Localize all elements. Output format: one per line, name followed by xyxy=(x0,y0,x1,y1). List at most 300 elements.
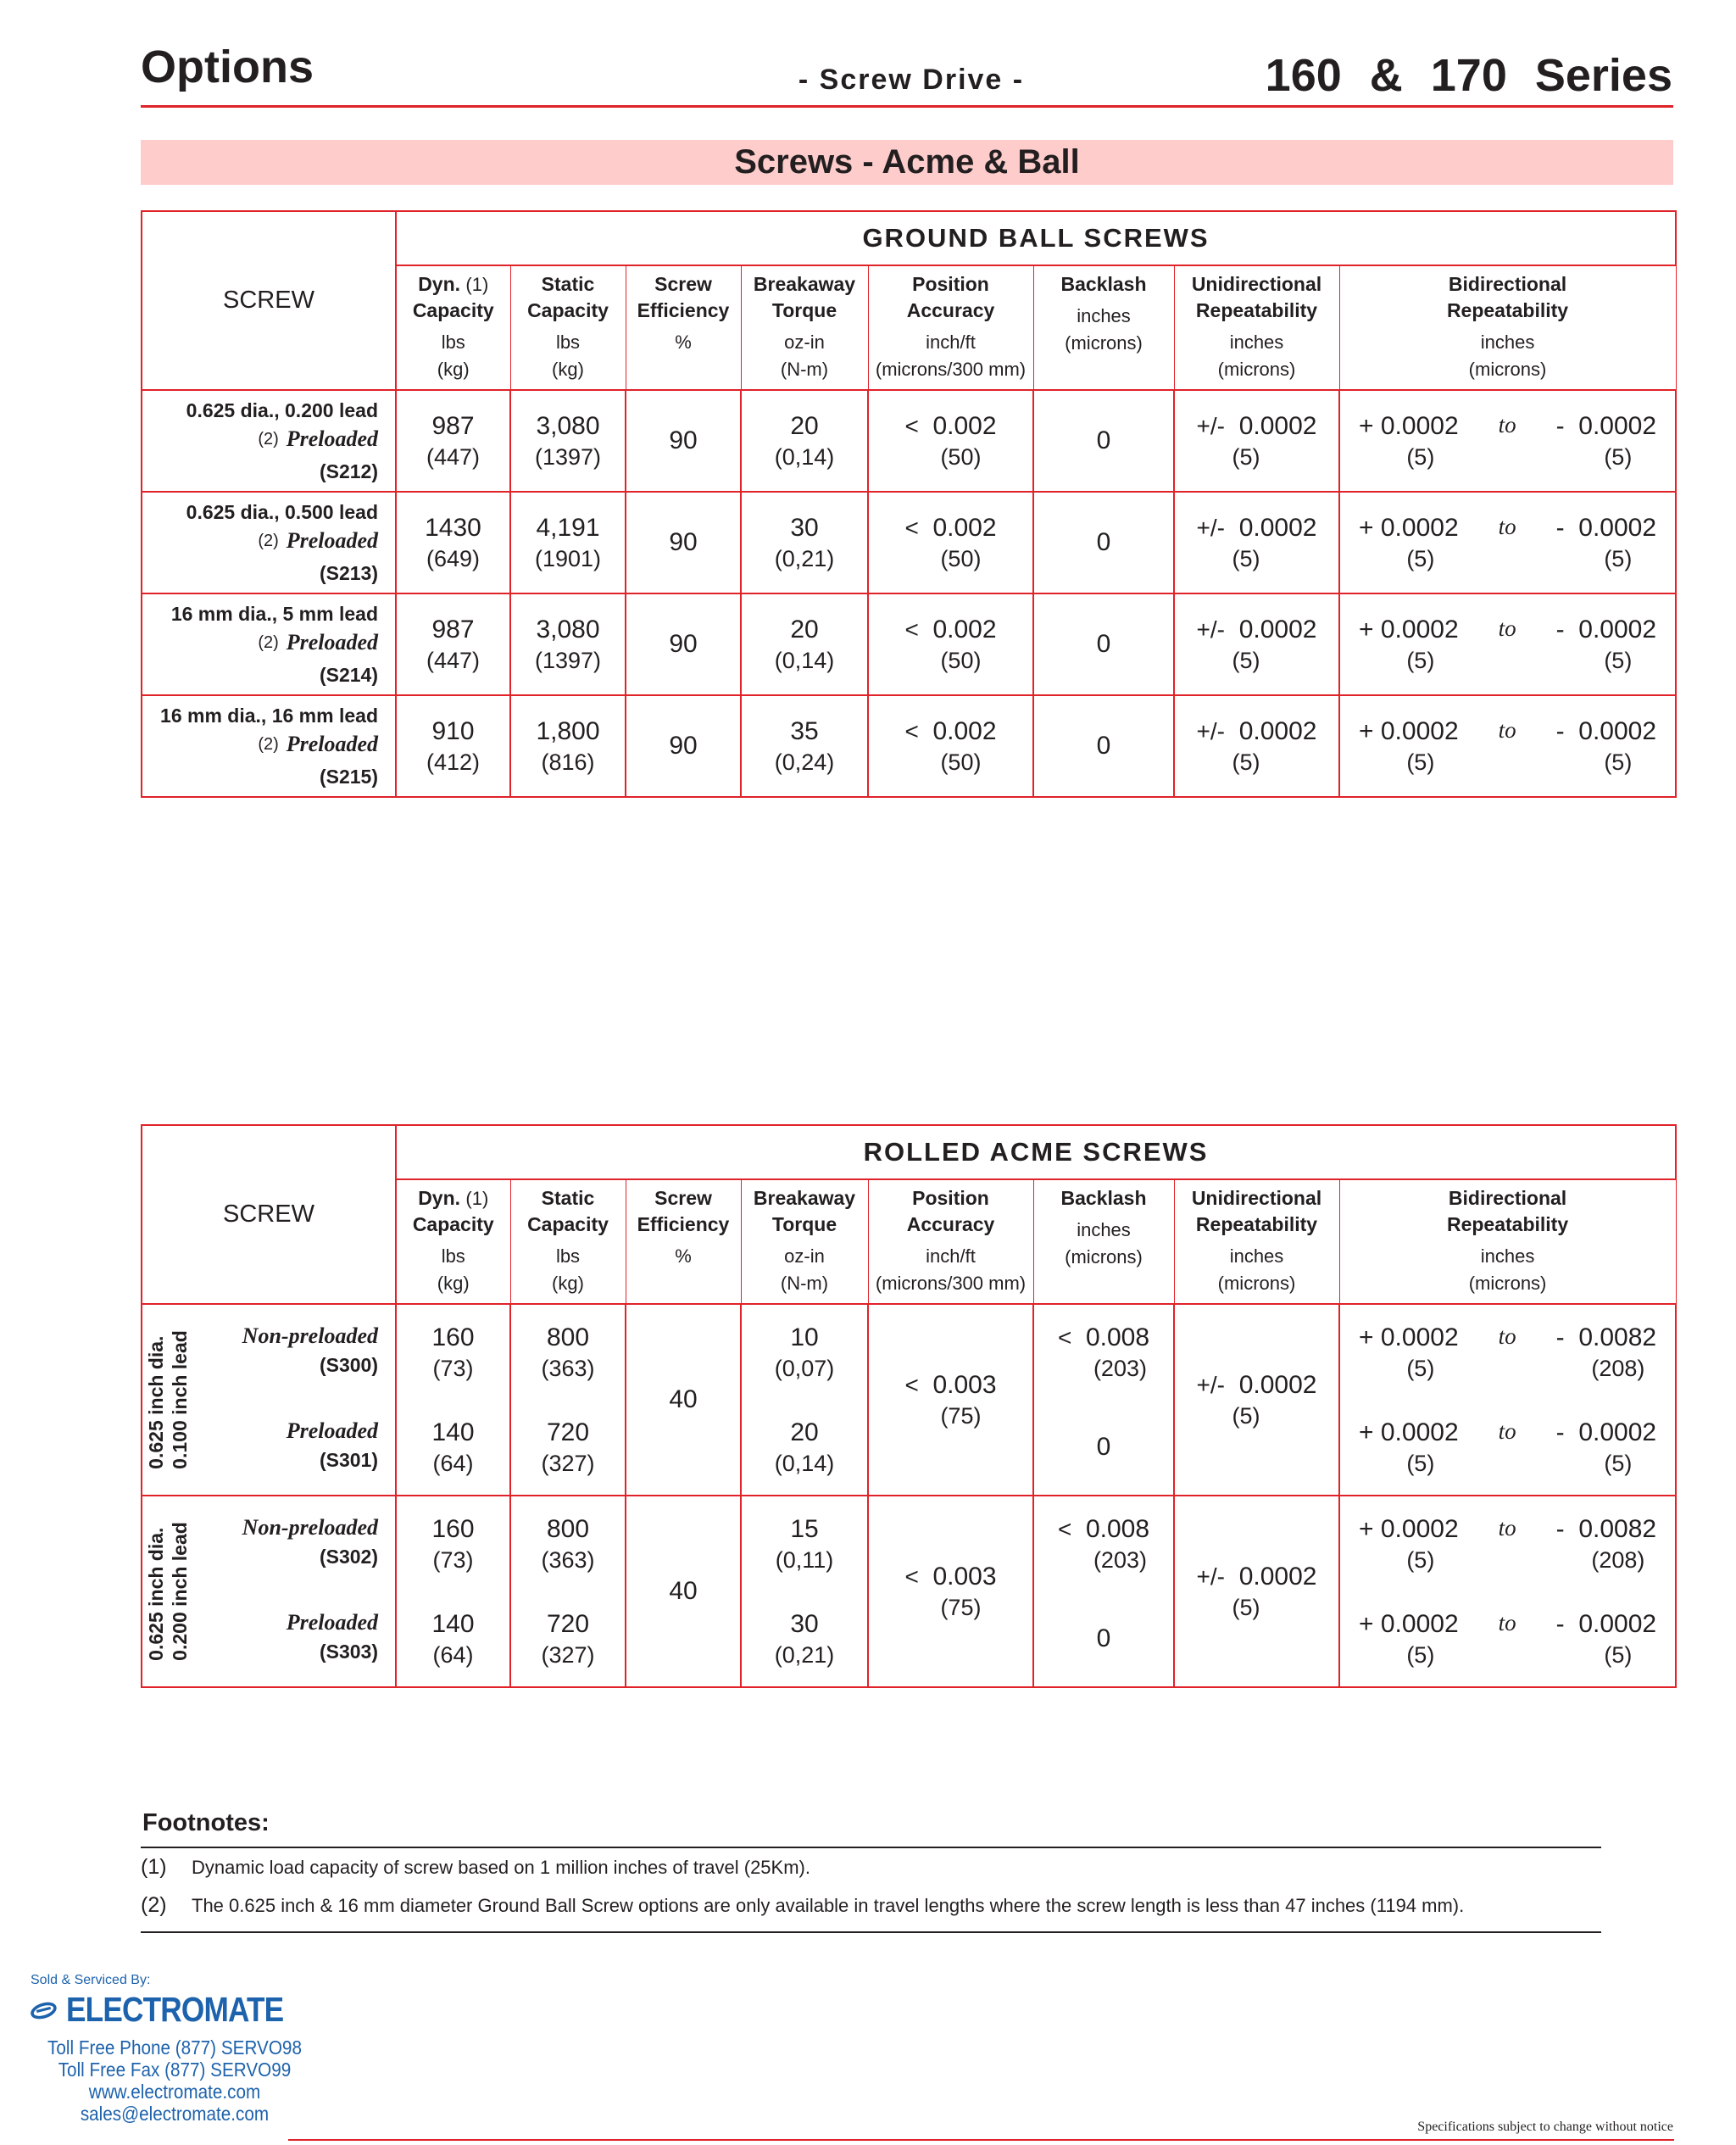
value: 1430 xyxy=(425,514,481,542)
value-metric: (5) xyxy=(1604,648,1633,673)
value-metric: (5) xyxy=(1232,1595,1260,1620)
footnote-ref: (2) xyxy=(258,735,279,754)
comparator: < xyxy=(904,413,919,439)
value-metric: (203) xyxy=(1093,1547,1147,1573)
column-header-pos xyxy=(868,265,1033,390)
value: 0 xyxy=(1096,426,1111,454)
value: 0.0002 xyxy=(1238,1563,1317,1591)
value: 0.0002 xyxy=(1380,1515,1459,1543)
value: 0 xyxy=(1096,1624,1111,1652)
comparator: +/- xyxy=(1196,1372,1226,1398)
rolled-acme-screws-table xyxy=(141,1124,1677,1688)
spec-notice: Specifications subject to change without notice xyxy=(1417,2120,1673,2134)
minus-sign: - xyxy=(1555,717,1565,745)
header-line-1: Backlash xyxy=(1060,1187,1147,1209)
value-metric: (5) xyxy=(1232,1403,1260,1429)
value: 720 xyxy=(546,1610,590,1638)
position-accuracy xyxy=(868,1304,1033,1496)
column-header-static xyxy=(510,1179,626,1304)
header-line-2: Capacity xyxy=(412,1213,494,1235)
minus-sign: - xyxy=(1555,1610,1565,1638)
value: 987 xyxy=(431,412,475,440)
value: 0 xyxy=(1096,630,1111,658)
static-capacity xyxy=(510,1400,626,1496)
backlash xyxy=(1033,1591,1174,1687)
header-line-1: Position xyxy=(912,273,989,295)
value: 987 xyxy=(431,616,475,644)
header-line-1: Screw xyxy=(654,273,712,295)
bidirectional-repeatability xyxy=(1339,695,1676,797)
header-line-2: Accuracy xyxy=(906,1213,995,1235)
value: 40 xyxy=(669,1577,698,1605)
value: 40 xyxy=(669,1385,698,1413)
value: 160 xyxy=(431,1515,475,1543)
comparator: +/- xyxy=(1196,1563,1226,1590)
screw-type: Preloaded xyxy=(286,1610,378,1635)
screw-efficiency xyxy=(626,593,741,695)
backlash xyxy=(1033,390,1174,492)
footnotes-rule-top xyxy=(141,1847,1601,1848)
header-line-1: Unidirectional xyxy=(1191,273,1322,295)
value: 0.002 xyxy=(932,514,997,542)
value-metric: (649) xyxy=(426,546,481,571)
value-metric: (5) xyxy=(1604,546,1633,571)
section-title: Screws - Acme & Ball xyxy=(141,140,1673,185)
value: 0.0002 xyxy=(1238,1371,1317,1399)
value-metric: (5) xyxy=(1604,749,1633,775)
value-metric: (203) xyxy=(1093,1356,1147,1381)
unidirectional-repeatability xyxy=(1174,1496,1339,1687)
footnote-ref: (2) xyxy=(258,633,279,652)
position-accuracy xyxy=(868,390,1033,492)
column-header-torque xyxy=(741,265,868,390)
value: 0.0002 xyxy=(1238,616,1317,644)
breakaway-torque xyxy=(741,1304,868,1400)
value: 800 xyxy=(546,1323,590,1351)
value-metric: (208) xyxy=(1591,1356,1645,1381)
screw-code: (S300) xyxy=(319,1354,378,1376)
plus-sign: + xyxy=(1359,717,1374,745)
header-line-2: Capacity xyxy=(527,1213,609,1235)
value: 0.0002 xyxy=(1578,1418,1657,1446)
value: 0.0002 xyxy=(1238,412,1317,440)
header-unit: lbs xyxy=(441,332,465,353)
to-label: to xyxy=(1498,1323,1516,1349)
screw-cell xyxy=(142,492,396,593)
value: 0.008 xyxy=(1085,1515,1150,1543)
value: 0.0002 xyxy=(1578,412,1657,440)
bidirectional-repeatability xyxy=(1339,1304,1676,1400)
value: 20 xyxy=(790,412,819,440)
header-line-2: Repeatability xyxy=(1446,1213,1569,1235)
breakaway-torque xyxy=(741,1496,868,1591)
footnote-ref: (1) xyxy=(465,1188,489,1209)
bidirectional-range xyxy=(1340,1608,1675,1669)
comparator: < xyxy=(1057,1516,1072,1542)
screw-lead: 0.100 inch lead xyxy=(169,1330,192,1469)
bidirectional-range xyxy=(1340,410,1675,471)
column-header-static xyxy=(510,265,626,390)
column-header-torque xyxy=(741,1179,868,1304)
header-unit-metric: (kg) xyxy=(437,359,470,380)
value: 0.0002 xyxy=(1578,1610,1657,1638)
value: 0.0002 xyxy=(1578,514,1657,542)
static-capacity xyxy=(510,695,626,797)
breakaway-torque xyxy=(741,593,868,695)
header-line-1: Static xyxy=(541,273,595,295)
value-metric: (5) xyxy=(1232,444,1260,470)
value-metric: (0,14) xyxy=(774,1451,835,1476)
value-metric: (1397) xyxy=(534,648,602,673)
header-line-1: Screw xyxy=(654,1187,712,1209)
dyn-capacity xyxy=(396,1496,510,1591)
value: 10 xyxy=(790,1323,819,1351)
header-unit-metric: (microns) xyxy=(1217,359,1296,380)
bidirectional-repeatability xyxy=(1339,1496,1676,1591)
screw-type: Preloaded xyxy=(286,732,378,756)
screw-header xyxy=(142,211,396,390)
header-unit-metric: (kg) xyxy=(437,1273,470,1294)
screw-size: 16 mm dia., 16 mm lead xyxy=(160,705,378,727)
value: 0.003 xyxy=(932,1371,997,1399)
screw-cell xyxy=(142,1496,396,1687)
value-metric: (73) xyxy=(432,1547,474,1573)
header-unit-metric: (microns) xyxy=(1468,1273,1547,1294)
value: 0.0002 xyxy=(1238,514,1317,542)
screw-cell xyxy=(142,1304,396,1496)
header-unit: inches xyxy=(1229,332,1284,353)
header-line-2: Torque xyxy=(771,299,837,321)
screw-type: Preloaded xyxy=(286,426,378,451)
plus-sign: + xyxy=(1359,616,1374,644)
bidirectional-repeatability xyxy=(1339,1400,1676,1496)
column-header-dyn xyxy=(396,1179,510,1304)
breakaway-torque xyxy=(741,1400,868,1496)
value-metric: (5) xyxy=(1406,1356,1435,1381)
value-metric: (64) xyxy=(432,1451,474,1476)
value-metric: (50) xyxy=(940,444,982,470)
dyn-capacity xyxy=(396,593,510,695)
to-label: to xyxy=(1498,1610,1516,1635)
header-line-1: Position xyxy=(912,1187,989,1209)
value-metric: (73) xyxy=(432,1356,474,1381)
plus-sign: + xyxy=(1359,1418,1374,1446)
plus-sign: + xyxy=(1359,1323,1374,1351)
value: 0.0002 xyxy=(1380,1323,1459,1351)
screw-code: (S302) xyxy=(319,1546,378,1568)
comparator: +/- xyxy=(1196,616,1226,643)
header-line-2: Capacity xyxy=(527,299,609,321)
header-line-1: Dyn. xyxy=(418,1187,461,1209)
value: 35 xyxy=(790,717,819,745)
screw-size: 16 mm dia., 5 mm lead xyxy=(170,603,378,625)
unidirectional-repeatability xyxy=(1174,593,1339,695)
screw-efficiency xyxy=(626,1496,741,1687)
column-header-dyn xyxy=(396,265,510,390)
value: 0.0002 xyxy=(1380,616,1459,644)
footnotes-title: Footnotes: xyxy=(142,1809,270,1836)
electromate-logo-icon xyxy=(31,1992,59,2028)
screw-efficiency xyxy=(626,492,741,593)
header-line-1: Bidirectional xyxy=(1448,273,1567,295)
comparator: +/- xyxy=(1196,413,1226,439)
screw-cell xyxy=(142,390,396,492)
value-metric: (5) xyxy=(1406,749,1435,775)
header-unit: lbs xyxy=(555,1245,581,1267)
value: 90 xyxy=(669,426,698,454)
comparator: < xyxy=(904,1372,919,1398)
value-metric: (75) xyxy=(940,1403,982,1429)
value-metric: (327) xyxy=(541,1642,595,1668)
value: 720 xyxy=(546,1418,590,1446)
value-metric: (0,24) xyxy=(774,749,835,775)
unidirectional-repeatability xyxy=(1174,1304,1339,1496)
screw-code: (S213) xyxy=(319,562,378,584)
header-line-2: Repeatability xyxy=(1446,299,1569,321)
comparator: < xyxy=(904,1563,919,1590)
value-metric: (816) xyxy=(541,749,595,775)
value-metric: (208) xyxy=(1591,1547,1645,1573)
column-header-bi xyxy=(1339,265,1676,390)
comparator: < xyxy=(904,616,919,643)
column-header-pos xyxy=(868,1179,1033,1304)
header-unit: inch/ft xyxy=(926,332,976,353)
header-unit: inches xyxy=(1229,1245,1284,1267)
header-line-2: Efficiency xyxy=(637,1213,730,1235)
screw-efficiency xyxy=(626,1304,741,1496)
screw-cell xyxy=(142,695,396,797)
value-metric: (5) xyxy=(1232,749,1260,775)
to-label: to xyxy=(1498,717,1516,743)
table-row xyxy=(142,695,1676,797)
value: 0 xyxy=(1096,732,1111,760)
header-line-2: Efficiency xyxy=(637,299,730,321)
header-unit: inches xyxy=(1077,1219,1131,1240)
header-unit-metric: (N-m) xyxy=(780,1273,829,1294)
table-row xyxy=(142,1496,1676,1591)
value: 30 xyxy=(790,514,819,542)
value-metric: (5) xyxy=(1406,1547,1435,1573)
screw-code: (S212) xyxy=(319,460,378,482)
screw-size: 0.625 dia., 0.200 lead xyxy=(186,399,378,421)
value: 15 xyxy=(790,1515,819,1543)
dyn-capacity xyxy=(396,1400,510,1496)
comparator: +/- xyxy=(1196,718,1226,744)
bidirectional-range xyxy=(1340,1513,1675,1574)
ground-ball-screws-table xyxy=(141,210,1677,798)
value: 0.0002 xyxy=(1380,514,1459,542)
footnote-text: Dynamic load capacity of screw based on 1 million inches of travel (25Km). xyxy=(192,1857,810,1878)
value: 0.0002 xyxy=(1380,1418,1459,1446)
bottom-rule xyxy=(288,2139,1674,2141)
value: 20 xyxy=(790,1418,819,1446)
backlash xyxy=(1033,1400,1174,1496)
dealer-logo xyxy=(31,1990,319,2030)
column-header-uni xyxy=(1174,1179,1339,1304)
header-unit: % xyxy=(675,332,692,353)
unidirectional-repeatability xyxy=(1174,390,1339,492)
minus-sign: - xyxy=(1555,1418,1565,1446)
value: 0.0002 xyxy=(1380,717,1459,745)
value-metric: (0,14) xyxy=(774,648,835,673)
value: 140 xyxy=(431,1418,475,1446)
value: 160 xyxy=(431,1323,475,1351)
minus-sign: - xyxy=(1555,412,1565,440)
position-accuracy xyxy=(868,695,1033,797)
header-unit: inches xyxy=(1480,1245,1535,1267)
value-metric: (1397) xyxy=(534,444,602,470)
screw-code: (S214) xyxy=(319,664,378,686)
dealer-email[interactable]: sales@electromate.com xyxy=(80,2103,270,2125)
footnotes-rule-bottom xyxy=(141,1931,1601,1933)
column-header-uni xyxy=(1174,265,1339,390)
plus-sign: + xyxy=(1359,514,1374,542)
minus-sign: - xyxy=(1555,1515,1565,1543)
table-row xyxy=(142,1304,1676,1400)
to-label: to xyxy=(1498,1515,1516,1540)
value-metric: (447) xyxy=(426,444,481,470)
dyn-capacity xyxy=(396,1591,510,1687)
value-metric: (5) xyxy=(1406,546,1435,571)
value: 0.0002 xyxy=(1380,1610,1459,1638)
value-metric: (75) xyxy=(940,1595,982,1620)
value: 800 xyxy=(546,1515,590,1543)
value-metric: (447) xyxy=(426,648,481,673)
value-metric: (5) xyxy=(1604,1642,1633,1668)
header-unit: inches xyxy=(1077,305,1131,326)
table-title-text: GROUND BALL SCREWS xyxy=(862,223,1210,253)
value: 1,800 xyxy=(536,717,600,745)
value-metric: (363) xyxy=(541,1547,595,1573)
breakaway-torque xyxy=(741,390,868,492)
header-line-2: Repeatability xyxy=(1195,1213,1318,1235)
value-metric: (0,21) xyxy=(774,546,835,571)
table-row xyxy=(142,593,1676,695)
column-header-eff xyxy=(626,1179,741,1304)
value-metric: (5) xyxy=(1406,1451,1435,1476)
backlash xyxy=(1033,492,1174,593)
unidirectional-repeatability xyxy=(1174,695,1339,797)
bidirectional-range xyxy=(1340,1417,1675,1478)
value: 90 xyxy=(669,732,698,760)
dyn-capacity xyxy=(396,390,510,492)
series-label: 160 & 170 Series xyxy=(1265,50,1672,101)
dealer-fax: Toll Free Fax (877) SERVO99 xyxy=(58,2059,292,2081)
screw-type: Non-preloaded xyxy=(242,1515,378,1540)
screw-header-label: SCREW xyxy=(223,287,314,314)
screw-code: (S303) xyxy=(319,1641,378,1663)
header-unit: inches xyxy=(1480,332,1535,353)
bidirectional-repeatability xyxy=(1339,390,1676,492)
value: 0.002 xyxy=(932,412,997,440)
screw-spec-rotated xyxy=(144,1330,192,1469)
backlash xyxy=(1033,1496,1174,1591)
screw-lead: 0.200 inch lead xyxy=(169,1522,192,1661)
breakaway-torque xyxy=(741,695,868,797)
header-rule xyxy=(141,105,1673,108)
dealer-phone: Toll Free Phone (877) SERVO98 xyxy=(47,2036,302,2059)
column-header-bi xyxy=(1339,1179,1676,1304)
header-unit-metric: (microns/300 mm) xyxy=(875,359,1027,380)
value: 3,080 xyxy=(536,616,600,644)
header-line-2: Torque xyxy=(771,1213,837,1235)
bidirectional-repeatability xyxy=(1339,1591,1676,1687)
value-metric: (50) xyxy=(940,749,982,775)
bidirectional-range xyxy=(1340,512,1675,573)
header-unit-metric: (microns) xyxy=(1065,1246,1143,1268)
dyn-capacity xyxy=(396,1304,510,1400)
value-metric: (0,21) xyxy=(774,1642,835,1668)
table-title xyxy=(396,1125,1676,1179)
dealer-website[interactable]: www.electromate.com xyxy=(88,2081,261,2103)
value: 0.0082 xyxy=(1578,1323,1657,1351)
comparator: < xyxy=(904,718,919,744)
table-row xyxy=(142,390,1676,492)
value: 0.002 xyxy=(932,616,997,644)
value-metric: (0,11) xyxy=(775,1547,834,1573)
screw-size: 0.625 dia., 0.500 lead xyxy=(186,501,378,523)
screw-code: (S301) xyxy=(319,1449,378,1471)
header-line-1: Breakaway xyxy=(753,1187,856,1209)
value-metric: (412) xyxy=(426,749,481,775)
to-label: to xyxy=(1498,514,1516,539)
breakaway-torque xyxy=(741,492,868,593)
dyn-capacity xyxy=(396,695,510,797)
value: 0.0082 xyxy=(1578,1515,1657,1543)
value: 0 xyxy=(1096,528,1111,556)
dealer-name: ELECTROMATE xyxy=(65,1990,284,2029)
screw-header-label: SCREW xyxy=(223,1201,314,1228)
footnote-ref: (2) xyxy=(258,532,279,550)
static-capacity xyxy=(510,593,626,695)
value: 0.002 xyxy=(932,717,997,745)
value: 0.0002 xyxy=(1578,717,1657,745)
static-capacity xyxy=(510,1496,626,1591)
bidirectional-repeatability xyxy=(1339,593,1676,695)
screw-type: Preloaded xyxy=(286,630,378,655)
position-accuracy xyxy=(868,1496,1033,1687)
header-line-2: Accuracy xyxy=(906,299,995,321)
header-unit: lbs xyxy=(555,332,581,353)
footnote-2 xyxy=(141,1893,1464,1918)
value: 3,080 xyxy=(536,412,600,440)
screw-type: Non-preloaded xyxy=(242,1323,378,1348)
sold-by-label: Sold & Serviced By: xyxy=(31,1973,151,1987)
column-header-eff xyxy=(626,265,741,390)
table-title xyxy=(396,211,1676,265)
header-unit: oz-in xyxy=(784,1245,825,1267)
value: 90 xyxy=(669,528,698,556)
footnote-1 xyxy=(141,1855,810,1880)
to-label: to xyxy=(1498,616,1516,641)
screw-diameter: 0.625 inch dia. xyxy=(145,1335,168,1469)
position-accuracy xyxy=(868,593,1033,695)
plus-sign: + xyxy=(1359,1515,1374,1543)
to-label: to xyxy=(1498,1418,1516,1444)
backlash xyxy=(1033,593,1174,695)
value-metric: (50) xyxy=(940,648,982,673)
screw-header xyxy=(142,1125,396,1304)
screw-spec-rotated xyxy=(144,1522,192,1661)
bidirectional-range xyxy=(1340,1322,1675,1383)
minus-sign: - xyxy=(1555,1323,1565,1351)
header-unit-metric: (kg) xyxy=(552,1273,584,1294)
comparator: < xyxy=(1057,1324,1072,1351)
header-line-1: Backlash xyxy=(1060,273,1147,295)
value-metric: (5) xyxy=(1604,1451,1633,1476)
breakaway-torque xyxy=(741,1591,868,1687)
dyn-capacity xyxy=(396,492,510,593)
